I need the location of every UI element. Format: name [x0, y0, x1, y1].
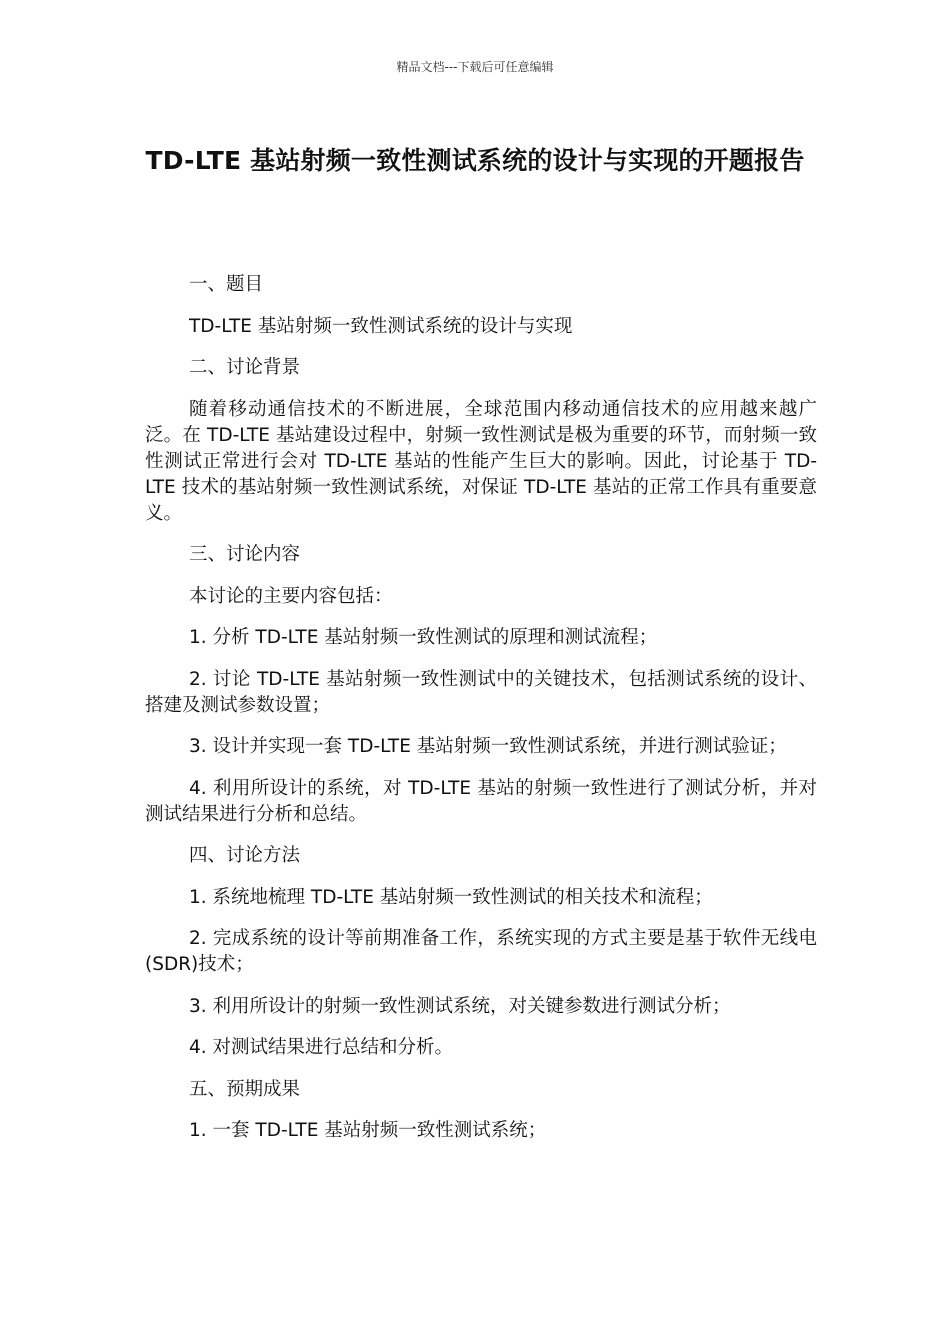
- method-item-4: 4. 对测试结果进行总结和分析。: [189, 1037, 454, 1058]
- document-body: [145, 272, 817, 1160]
- section-heading-content: 三、讨论内容: [189, 544, 301, 565]
- section-heading-method: 四、讨论方法: [189, 845, 301, 866]
- header-note: 精品文档---下载后可任意编辑: [396, 60, 554, 74]
- content-item-3: 3. 设计并实现一套 TD-LTE 基站射频一致性测试系统，并进行测试验证；: [189, 736, 787, 757]
- background-text: 随着移动通信技术的不断进展，全球范围内移动通信技术的应用越来越广泛。在 TD-LTE 基站建设过程中，射频一致性测试是极为重要的环节，而射频一致性测试正常进行会对 TD-LTE 基站的性能产生巨大的影响。因此，讨论基于 TD-LTE 技术的基站射频一致性测试系统，对保证 TD-LTE 基站的正常工作具有重要意义。: [145, 398, 817, 524]
- section-heading-background: 二、讨论背景: [189, 357, 301, 378]
- method-item-2: 2. 完成系统的设计等前期准备工作，系统实现的方式主要是基于软件无线电(SDR)技术；: [145, 928, 817, 975]
- topic-text: TD-LTE 基站射频一致性测试系统的设计与实现: [189, 315, 573, 337]
- method-item-3: 3. 利用所设计的射频一致性测试系统，对关键参数进行测试分析；: [189, 995, 731, 1017]
- method-item-1: 1. 系统地梳理 TD-LTE 基站射频一致性测试的相关技术和流程；: [189, 886, 713, 908]
- content-item-2: 2. 讨论 TD-LTE 基站射频一致性测试中的关键技术，包括测试系统的设计、搭建及测试参数设置；: [145, 668, 817, 716]
- page-title: TD-LTE 基站射频一致性测试系统的设计与实现的开题报告: [145, 146, 805, 175]
- content-item-4: 4. 利用所设计的系统，对 TD-LTE 基站的射频一致性进行了测试分析，并对测试结果进行分析和总结。: [145, 777, 817, 825]
- results-item-1: 1. 一套 TD-LTE 基站射频一致性测试系统；: [189, 1120, 547, 1141]
- content-item-1: 1. 分析 TD-LTE 基站射频一致性测试的原理和测试流程；: [189, 627, 658, 648]
- content-intro: 本讨论的主要内容包括：: [189, 585, 393, 607]
- section-heading-topic: 一、题目: [189, 274, 264, 295]
- section-heading-results: 五、预期成果: [189, 1078, 301, 1100]
